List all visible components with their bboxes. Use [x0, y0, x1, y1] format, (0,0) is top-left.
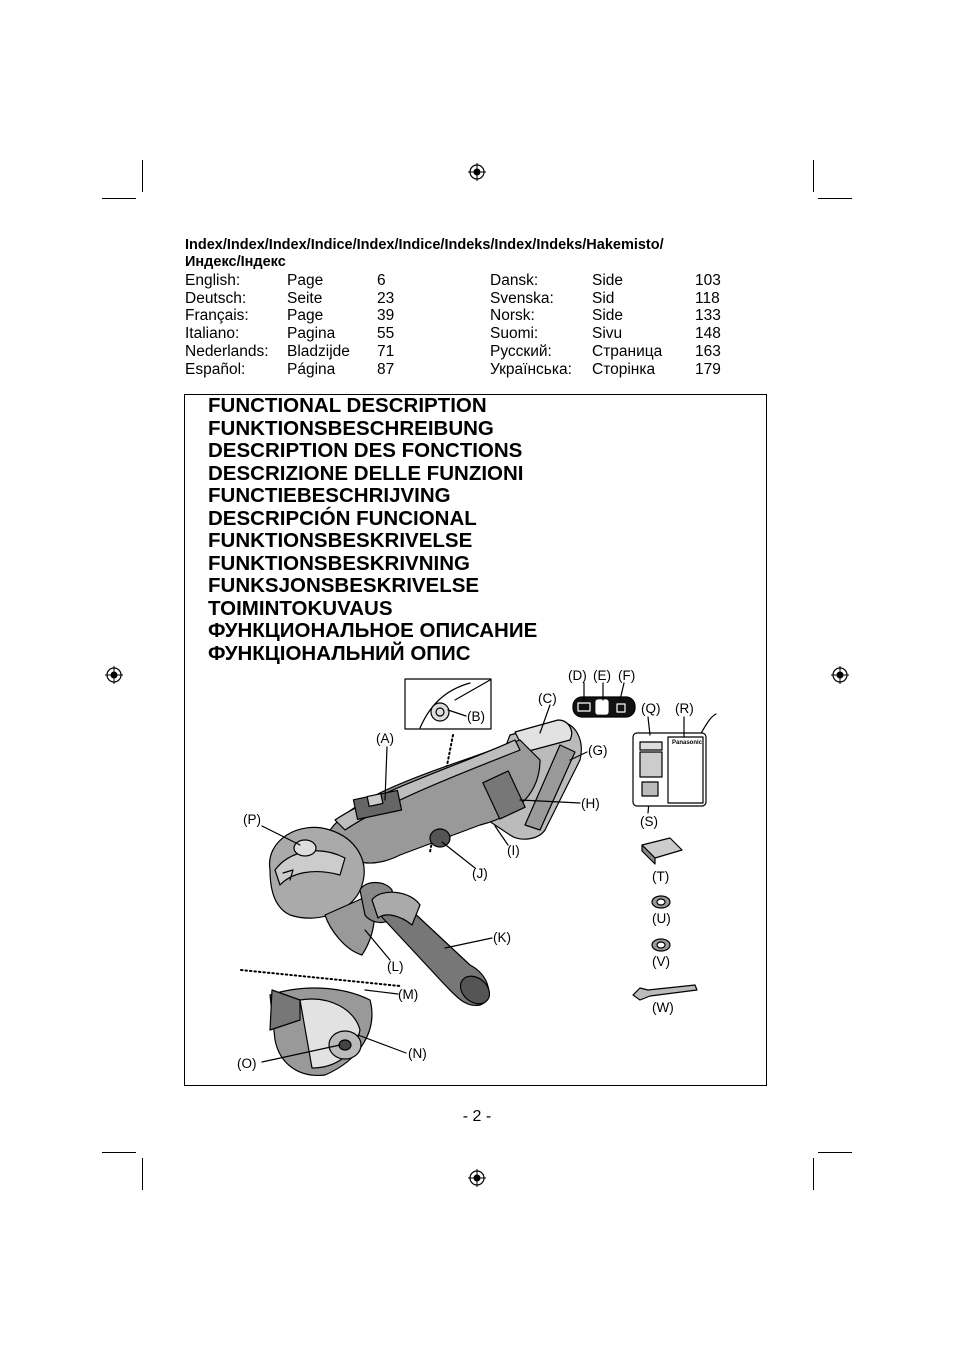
section-heading: ФУНКЦИОНАЛЬНОЕ ОПИСАНИЕ [208, 619, 538, 642]
leader-l [365, 930, 390, 960]
label-j: (J) [472, 866, 488, 881]
index-language: Русский: [490, 342, 552, 360]
index-page-number: 39 [377, 307, 395, 325]
index-page-word: Page [287, 272, 324, 289]
index-language: Українська: [490, 360, 572, 378]
page-number: - 2 - [462, 1108, 492, 1125]
index-language: Deutsch: [185, 289, 247, 307]
slide-switch-button [367, 794, 383, 807]
leader-k [445, 938, 492, 948]
label-k: (K) [493, 930, 511, 945]
index-language: Svenska: [490, 289, 554, 307]
index-page-word: Сторінка [592, 360, 656, 378]
section-heading: FUNCTIONAL DESCRIPTION [208, 394, 487, 417]
section-heading: DESCRIPCIÓN FUNCIONAL [208, 506, 477, 530]
inset-b-knob [431, 703, 449, 721]
section-heading: FUNKSJONSBESKRIVELSE [208, 574, 480, 597]
index-page-number: 133 [695, 307, 721, 325]
section-heading: TOIMINTOKUVAUS [208, 596, 393, 620]
label-t: (T) [652, 869, 670, 884]
section-heading: FUNKTIONSBESKRIVELSE [208, 529, 473, 552]
label-w: (W) [652, 1000, 674, 1015]
charger-slot [640, 752, 662, 777]
index-page-word: Page [287, 307, 324, 325]
index-page-number: 179 [695, 360, 721, 378]
leader-j [442, 842, 475, 868]
index-page-word: Страница [592, 342, 663, 360]
index-page-word: Sivu [592, 325, 623, 343]
index-page-word: Seite [287, 289, 323, 307]
label-p: (P) [243, 812, 261, 827]
index-page-number: 148 [695, 325, 721, 343]
label-a: (A) [376, 731, 394, 746]
section-heading: DESCRIZIONE DELLE FUNZIONI [208, 461, 524, 485]
label-c: (C) [538, 691, 557, 706]
section-heading: FUNKTIONSBESCHREIBUNG [208, 416, 494, 440]
label-f: (F) [618, 668, 636, 683]
index-page-number: 163 [695, 342, 721, 360]
spindle-lock-button [294, 840, 316, 856]
label-r: (R) [675, 701, 694, 716]
index-page-number: 87 [377, 360, 395, 378]
index-page-number: 23 [377, 289, 395, 307]
label-v: (V) [652, 954, 670, 969]
label-b: (B) [467, 709, 485, 724]
index-language: Norsk: [490, 307, 535, 325]
mode-button [596, 700, 608, 714]
wheel-nut-v-hole [657, 942, 665, 948]
label-n: (N) [408, 1046, 427, 1061]
label-h: (H) [581, 796, 600, 811]
label-g: (G) [588, 743, 608, 758]
lower-spindle [339, 1040, 351, 1050]
index-language: Español: [185, 360, 246, 378]
index-language: Français: [185, 307, 249, 325]
spanner [633, 985, 697, 1000]
index-page-number: 118 [695, 289, 720, 307]
leader-n [358, 1035, 406, 1053]
index-language: Italiano: [185, 325, 240, 343]
section-heading: DESCRIPTION DES FONCTIONS [208, 439, 523, 462]
charger-brand: Panasonic [672, 740, 703, 746]
leader-q [648, 717, 650, 735]
section-heading: FUNCTIEBESCHRIJVING [208, 484, 451, 507]
label-q: (Q) [641, 701, 661, 716]
label-o: (O) [237, 1056, 257, 1071]
index-page-word: Sid [592, 289, 615, 307]
index-page-number: 103 [695, 272, 721, 289]
wheel-nut-u-hole [657, 899, 665, 905]
label-d: (D) [568, 668, 587, 683]
label-l: (L) [387, 959, 404, 974]
label-i: (I) [507, 843, 520, 858]
index-title-line: Индекс/Індекс [185, 254, 286, 270]
index-page-number: 71 [377, 342, 395, 360]
charger-lower-slot [642, 782, 658, 796]
charger-cord [700, 714, 716, 735]
index-language: Nederlands: [185, 342, 269, 360]
index-page-word: Bladzijde [287, 342, 350, 360]
index-language: English: [185, 272, 241, 289]
section-heading: FUNKTIONSBESKRIVNING [208, 551, 470, 575]
leader-m [365, 990, 398, 994]
charger-slot-top [640, 742, 662, 750]
label-e: (E) [593, 668, 611, 683]
index-title-line: Index/Index/Index/Indice/Index/Indice/Indeks/Index/Indeks/Hakemisto/ [185, 237, 664, 253]
charger-panel-right [668, 737, 703, 803]
index-page-number: 55 [377, 325, 395, 343]
speed-dial [430, 829, 450, 847]
label-s: (S) [640, 814, 658, 829]
guard-dotted-line [241, 970, 400, 986]
index-page-word: Página [287, 360, 336, 378]
index-page-word: Side [592, 272, 624, 289]
label-u: (U) [652, 911, 671, 926]
index-page-number: 6 [377, 272, 386, 289]
section-heading: ФУНКЦІОНАЛЬНИЙ ОПИС [208, 641, 471, 665]
index-page-word: Side [592, 307, 624, 325]
index-language: Dansk: [490, 272, 539, 289]
label-m: (M) [398, 987, 419, 1002]
index-language: Suomi: [490, 325, 539, 343]
index-page-word: Pagina [287, 325, 336, 343]
